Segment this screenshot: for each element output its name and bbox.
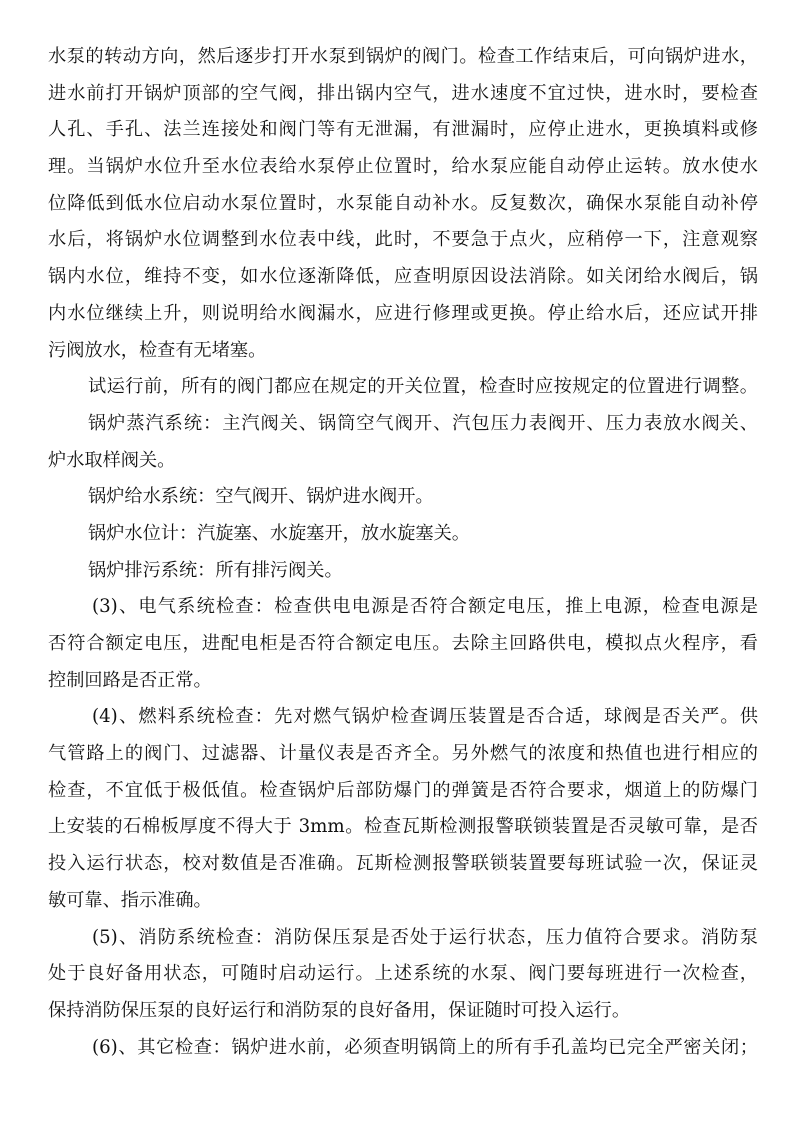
text-line: (5)、消防系统检查：消防保压泵是否处于运行状态，压力值符合要求。消防泵 — [92, 926, 758, 948]
text-line: 上安装的石棉板厚度不得大于 3mm。检查瓦斯检测报警联锁装置是否灵敏可靠，是否 — [48, 816, 758, 838]
text-line: 锅炉给水系统：空气阀开、锅炉进水阀开。 — [88, 486, 434, 508]
text-line: 内水位继续上升，则说明给水阀漏水，应进行修理或更换。停止给水后，还应试开排 — [48, 302, 758, 324]
text-line: (6)、其它检查：锅炉进水前，必须查明锅筒上的所有手孔盖均已完全严密关闭； — [92, 1036, 758, 1058]
text-line: 锅内水位，维持不变，如水位逐渐降低，应查明原因设法消除。如关闭给水阀后，锅 — [48, 266, 758, 288]
text-line: 投入运行状态，校对数值是否准确。瓦斯检测报警联锁装置要每班试验一次，保证灵 — [48, 853, 758, 875]
text-line: 保持消防保压泵的良好运行和消防泵的良好备用，保证随时可投入运行。 — [48, 999, 631, 1021]
text-line: 锅炉排污系统：所有排污阀关。 — [88, 559, 343, 581]
text-line: 锅炉水位计：汽旋塞、水旋塞开，放水旋塞关。 — [88, 522, 470, 544]
text-line: 试运行前，所有的阀门都应在规定的开关位置，检查时应按规定的位置进行调整。 — [88, 376, 758, 398]
text-line: 进水前打开锅炉顶部的空气阀，排出锅内空气，进水速度不宜过快，进水时，要检查 — [48, 82, 758, 104]
text-line: 位降低到低水位启动水泵位置时，水泵能自动补水。反复数次，确保水泵能自动补停 — [48, 192, 758, 214]
text-line: (3)、电气系统检查：检查供电电源是否符合额定电压，推上电源，检查电源是 — [92, 596, 758, 618]
text-line: 污阀放水，检查有无堵塞。 — [48, 339, 267, 361]
text-line: 炉水取样阀关。 — [48, 449, 176, 471]
text-line: 气管路上的阀门、过滤器、计量仪表是否齐全。另外燃气的浓度和热值也进行相应的 — [48, 743, 758, 765]
text-line: 锅炉蒸汽系统：主汽阀关、锅筒空气阀开、汽包压力表阀开、压力表放水阀关、 — [88, 412, 758, 434]
text-line: 处于良好备用状态，可随时启动运行。上述系统的水泵、阀门要每班进行一次检查， — [48, 963, 758, 985]
text-line: 检查，不宜低于极低值。检查锅炉后部防爆门的弹簧是否符合要求，烟道上的防爆门 — [48, 779, 758, 801]
text-line: 控制回路是否正常。 — [48, 669, 212, 691]
text-line: (4)、燃料系统检查：先对燃气锅炉检查调压装置是否合适，球阀是否关严。供 — [92, 706, 758, 728]
text-line: 水泵的转动方向，然后逐步打开水泵到锅炉的阀门。检查工作结束后，可向锅炉进水， — [48, 46, 758, 67]
text-line: 水后，将锅炉水位调整到水位表中线，此时，不要急于点火，应稍停一下，注意观察 — [48, 229, 758, 251]
text-line: 人孔、手孔、法兰连接处和阀门等有无泄漏，有泄漏时，应停止进水，更换填料或修 — [48, 119, 758, 141]
document-body — [48, 39, 758, 1066]
text-line: 理。当锅炉水位升至水位表给水泵停止位置时，给水泵应能自动停止运转。放水使水 — [48, 156, 758, 178]
text-line: 敏可靠、指示准确。 — [48, 889, 212, 911]
text-line: 否符合额定电压，进配电柜是否符合额定电压。去除主回路供电，模拟点火程序，看 — [48, 633, 758, 654]
